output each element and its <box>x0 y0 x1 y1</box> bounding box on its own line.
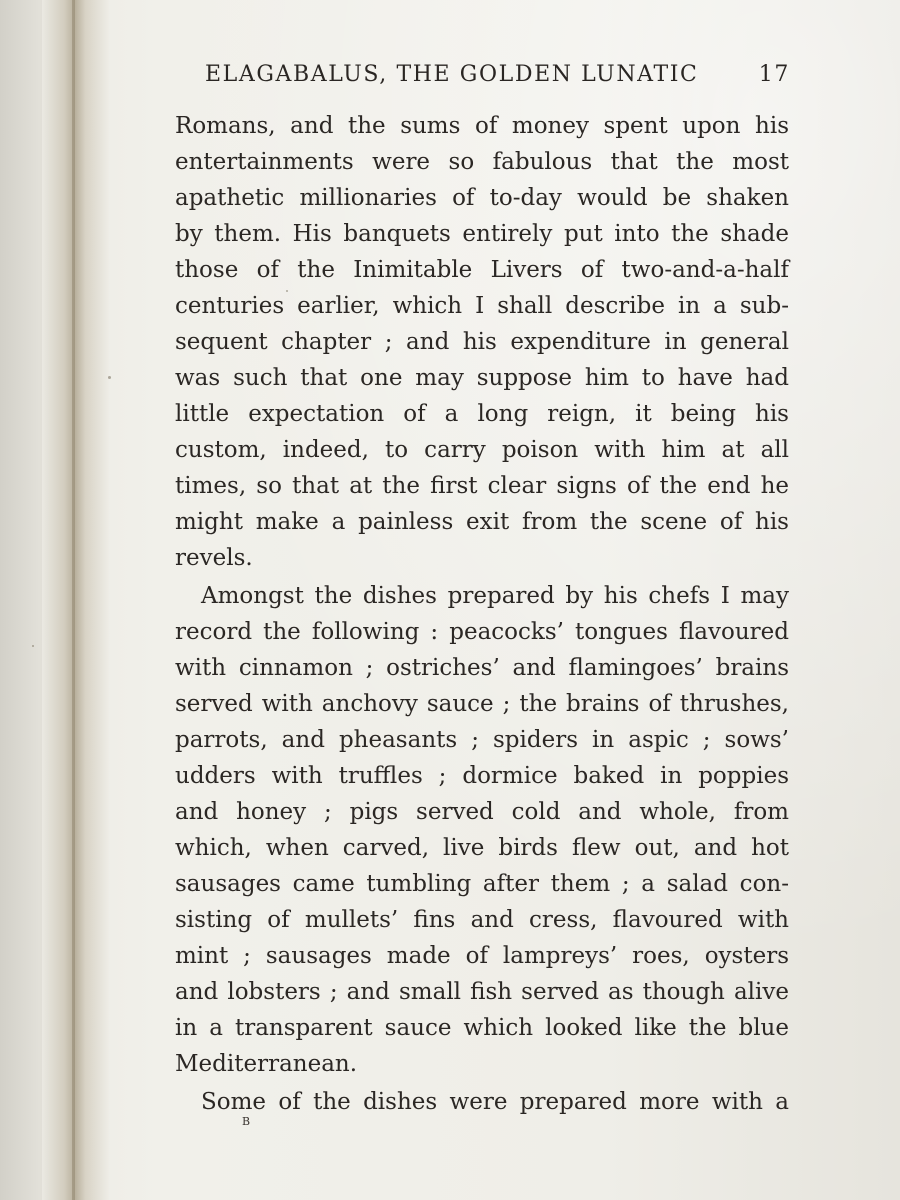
text-line: in a transparent sauce which looked like the blue <box>175 1015 789 1041</box>
gutter-crease <box>72 0 75 1200</box>
text-line: entertainments were so fabulous that the most <box>175 149 789 175</box>
text-line: which, when carved, live birds flew out, and hot <box>175 835 789 861</box>
running-header <box>205 62 790 98</box>
text-line: might make a painless exit from the scene of his <box>175 509 789 535</box>
text-line: those of the Inimitable Livers of two-and-a-half <box>175 257 789 283</box>
text-line: and lobsters ; and small fish served as though alive <box>175 979 789 1005</box>
page-number: 17 <box>758 62 790 87</box>
text-line: little expectation of a long reign, it being his <box>175 401 789 427</box>
running-title: ELAGABALUS, THE GOLDEN LUNATIC <box>205 62 699 87</box>
text-line: times, so that at the first clear signs of the end he <box>175 473 789 499</box>
text-line: with cinnamon ; ostriches’ and flamingoes’ brains <box>175 655 789 681</box>
text-line: record the following : peacocks’ tongues flavoured <box>175 619 789 645</box>
paper-speck <box>108 376 111 379</box>
body-text <box>175 108 789 1120</box>
text-line: Some of the dishes were prepared more with a <box>201 1089 789 1115</box>
paragraph-3 <box>175 1084 789 1120</box>
text-line: sausages came tumbling after them ; a salad con- <box>175 871 789 897</box>
text-line: served with anchovy sauce ; the brains of thrushes, <box>175 691 789 717</box>
text-line: custom, indeed, to carry poison with him at all <box>175 437 789 463</box>
paragraph-1 <box>175 108 789 576</box>
text-line: sisting of mullets’ fins and cress, flavoured with <box>175 907 789 933</box>
text-line: and honey ; pigs served cold and whole, from <box>175 799 789 825</box>
text-line: Romans, and the sums of money spent upon his <box>175 113 789 139</box>
signature-mark: B <box>242 1115 251 1128</box>
text-line: apathetic millionaries of to-day would be shaken <box>175 185 789 211</box>
text-line: mint ; sausages made of lampreys’ roes, oysters <box>175 943 789 969</box>
paragraph-2 <box>175 578 789 1082</box>
text-line: parrots, and pheasants ; spiders in aspic ; sows’ <box>175 727 789 753</box>
paper-speck <box>32 645 34 647</box>
text-line: Mediterranean. <box>175 1051 358 1077</box>
book-gutter <box>40 0 110 1200</box>
facing-page-edge <box>0 0 42 1200</box>
text-line: was such that one may suppose him to have had <box>175 365 789 391</box>
text-line: revels. <box>175 545 253 571</box>
text-line: by them. His banquets entirely put into the shade <box>175 221 789 247</box>
text-line: Amongst the dishes prepared by his chefs I may <box>201 583 789 609</box>
text-line: udders with truffles ; dormice baked in poppies <box>175 763 789 789</box>
text-line: centuries earlier, which I shall describe in a sub- <box>175 293 789 319</box>
text-line: sequent chapter ; and his expenditure in general <box>175 329 789 355</box>
